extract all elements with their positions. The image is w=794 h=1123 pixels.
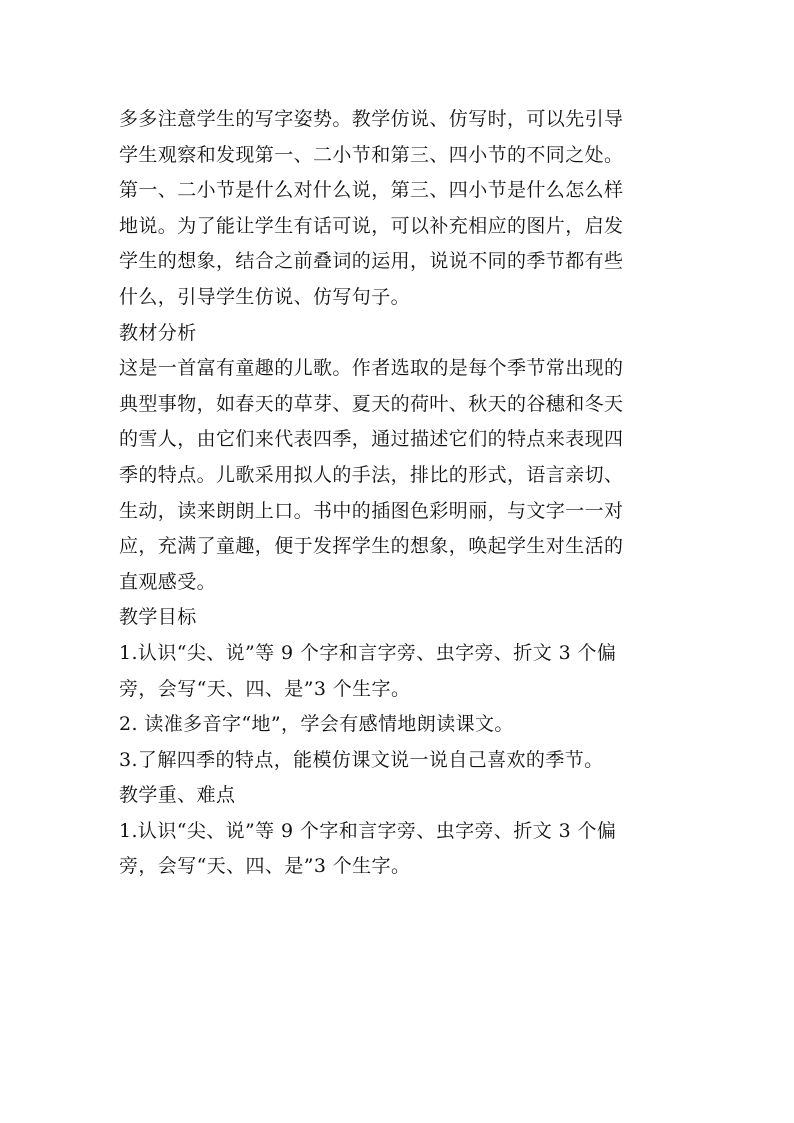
body-text-line: 季的特点。儿歌采用拟人的手法，排比的形式，语言亲切、: [119, 463, 624, 486]
list-item-goal-3: 3.了解四季的特点，能模仿课文说一说自己喜欢的季节。: [119, 748, 604, 771]
list-item-goal-2: 2. 读准多音字“地”，学会有感情地朗读课文。: [119, 713, 514, 736]
body-text-line: 什么，引导学生仿说、仿写句子。: [119, 285, 411, 308]
body-text-line: 直观感受。: [119, 570, 217, 593]
list-item-key-point-1-cont: 旁，会写“天、四、是”3 个生字。: [119, 855, 411, 878]
body-text-line: 应，充满了童趣，便于发挥学生的想象，唤起学生对生活的: [119, 535, 624, 558]
list-item-goal-1-cont: 旁，会写“天、四、是”3 个生字。: [119, 677, 411, 700]
list-item-key-point-1: 1.认识“尖、说”等 9 个字和言字旁、虫字旁、折文 3 个偏: [119, 819, 617, 842]
body-text-line: 多多注意学生的写字姿势。教学仿说、仿写时，可以先引导: [119, 108, 624, 130]
section-heading-textbook-analysis: 教材分析: [119, 321, 197, 344]
list-item-goal-1: 1.认识“尖、说”等 9 个字和言字旁、虫字旁、折文 3 个偏: [119, 641, 617, 664]
document-body: [119, 102, 679, 885]
body-text-line: 这是一首富有童趣的儿歌。作者选取的是每个季节常出现的: [119, 357, 624, 380]
body-text-line: 典型事物，如春天的草芽、夏天的荷叶、秋天的谷穗和冬天: [119, 392, 624, 415]
body-text-line: 第一、二小节是什么对什么说，第三、四小节是什么怎么样: [119, 179, 624, 202]
body-text-line: 地说。为了能让学生有话可说，可以补充相应的图片，启发: [119, 214, 624, 237]
body-text-line: 学生观察和发现第一、二小节和第三、四小节的不同之处。: [119, 143, 624, 166]
body-text-line: 生动，读来朗朗上口。书中的插图色彩明丽，与文字一一对: [119, 499, 624, 522]
body-text-line: 的雪人，由它们来代表四季，通过描述它们的特点来表现四: [119, 428, 624, 451]
section-heading-teaching-goals: 教学目标: [119, 606, 197, 629]
section-heading-key-points: 教学重、难点: [119, 784, 236, 807]
body-text-line: 学生的想象，结合之前叠词的运用，说说不同的季节都有些: [119, 250, 624, 273]
